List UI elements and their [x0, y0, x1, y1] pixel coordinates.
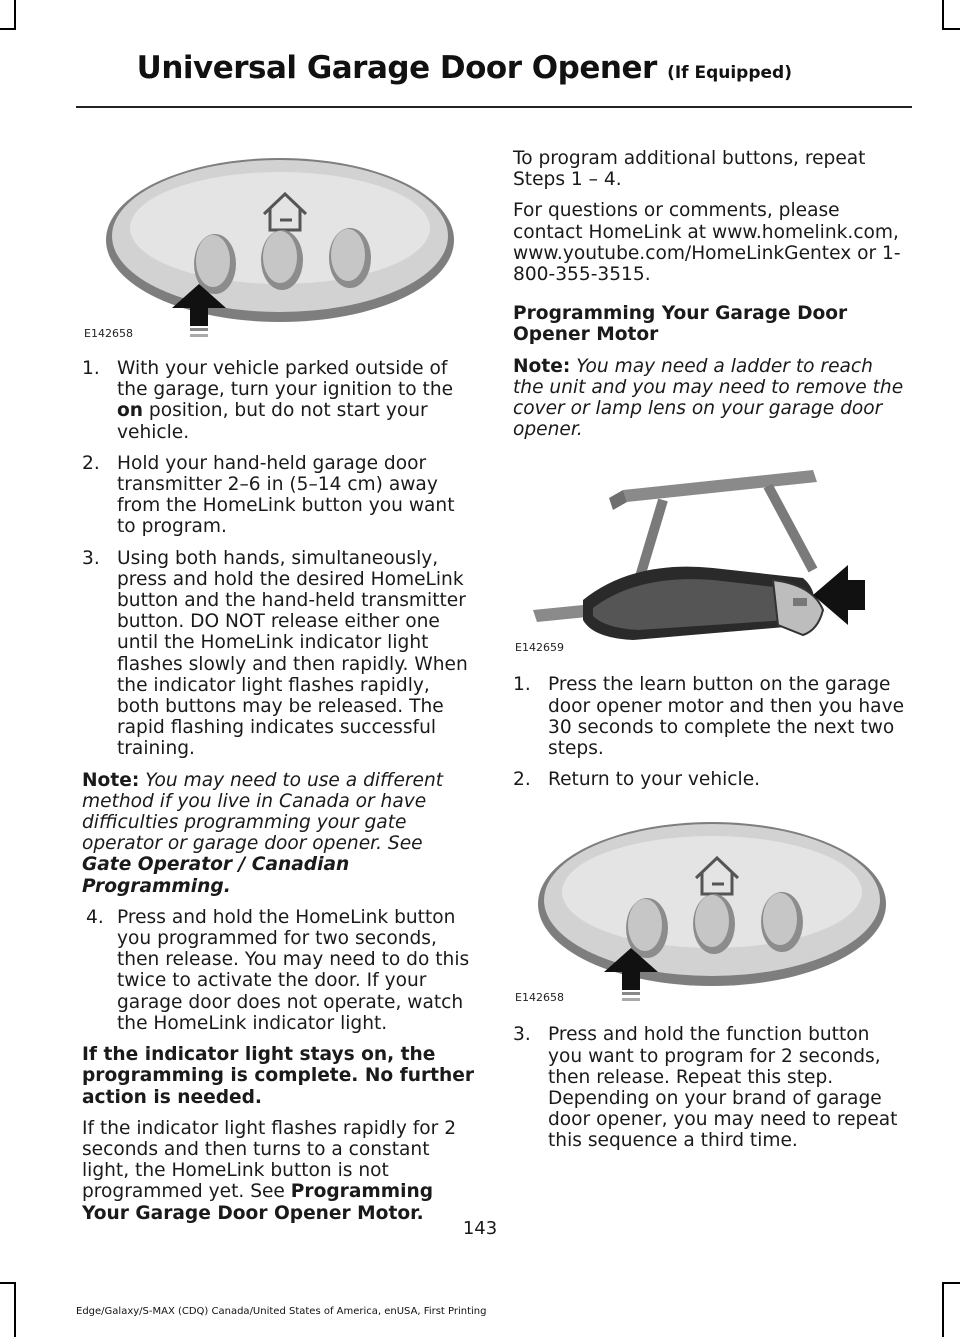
garage-motor-figure — [513, 450, 909, 660]
homelink-panel-illustration — [82, 136, 476, 346]
list-item: 1. Press the learn button on the garage door opener motor and then you have 30 seconds to complete the next two steps. — [513, 674, 905, 760]
figure-code: E142658 — [84, 326, 133, 340]
list-item: 3. Using both hands, simultaneously, press and hold the desired HomeLink button and the hand-held transmitter button. DO NOT release either one until the HomeLink indicator light flashes slowly and then rapidly. When the indicator light flashes rapidly, both buttons may be released. The rapid flashing indicates successful training. — [82, 547, 468, 760]
figure-code: E142659 — [515, 641, 564, 655]
right-column — [513, 148, 909, 1162]
list-item: 4. Press and hold the HomeLink button you programmed for two seconds, then release. You may need to do this twice to activate the door. If your garage door does not operate, watch the HomeLink indicator light. — [86, 906, 470, 1034]
body-paragraph: For questions or comments, please contact HomeLink at www.homelink.com, www.youtube.com/HomeLinkGentex or 1-800-355-3515. — [513, 200, 901, 286]
steps-list-a — [82, 358, 476, 760]
header-rule — [76, 106, 912, 108]
note-paragraph: Note: You may need to use a different method if you live in Canada or have difficulties programming your gate operator or garage door opener. See Gate Operator / Canadian Programming. — [82, 769, 444, 897]
page-number: 143 — [462, 1218, 498, 1239]
list-item: 1. With your vehicle parked outside of the garage, turn your ignition to the on position, but do not start your vehicle. — [82, 358, 454, 443]
header-title: Universal Garage Door Opener — [136, 50, 657, 86]
body-paragraph: To program additional buttons, repeat Steps 1 – 4. — [513, 148, 866, 191]
steps-list-b — [82, 907, 476, 1034]
crop-mark-bottom-right-h — [942, 1282, 960, 1284]
page-header — [137, 50, 792, 86]
body-paragraph: If the indicator light flashes rapidly for 2 seconds and then turns to a constant light, the HomeLink button is not programmed yet. See Programming Your Garage Door Opener Motor. — [82, 1117, 457, 1224]
homelink-panel-illustration — [513, 800, 909, 1010]
figure-code: E142658 — [515, 991, 564, 1005]
crop-mark-top-left-v — [14, 0, 16, 28]
crop-mark-bottom-right-v — [942, 1282, 944, 1337]
homelink-panel-figure-bottom — [513, 800, 909, 1010]
garage-door-opener-motor-illustration — [513, 450, 909, 660]
crop-mark-bottom-left-v — [14, 1282, 16, 1337]
cross-reference: Programming Your Garage Door Opener Motor — [82, 1181, 434, 1224]
homelink-panel-figure-top — [82, 136, 476, 346]
crop-mark-bottom-left-h — [0, 1282, 16, 1284]
list-item: 2. Return to your vehicle. — [513, 769, 761, 791]
list-item: 2. Hold your hand-held garage door transmitter 2–6 in (5–14 cm) away from the HomeLink button you want to program. — [82, 452, 455, 538]
crop-mark-top-left-h — [0, 28, 16, 30]
crop-mark-top-right-v — [942, 0, 944, 28]
list-item: 3. Press and hold the function button you want to program for 2 seconds, then release. Repeat this step. Depending on your brand of garage door opener, you may need to repeat this sequence a third time. — [513, 1024, 898, 1152]
note-paragraph: Note: You may need a ladder to reach the unit and you may need to remove the cover or lamp lens on your garage door opener. — [513, 355, 904, 441]
cross-reference: Gate Operator / Canadian Programming — [82, 854, 350, 897]
header-suffix: (If Equipped) — [667, 63, 792, 83]
left-column — [82, 136, 476, 1234]
bold-statement: If the indicator light stays on, the programming is complete. No further action is needed. — [82, 1044, 475, 1108]
crop-mark-top-right-h — [942, 28, 960, 30]
steps-list-b — [513, 1024, 909, 1151]
steps-list-a — [513, 674, 909, 790]
section-heading: Programming Your Garage Door Opener Motor — [513, 303, 848, 346]
footer-text: Edge/Galaxy/S-MAX (CDQ) Canada/United States of America, enUSA, First Printing — [76, 1306, 487, 1317]
